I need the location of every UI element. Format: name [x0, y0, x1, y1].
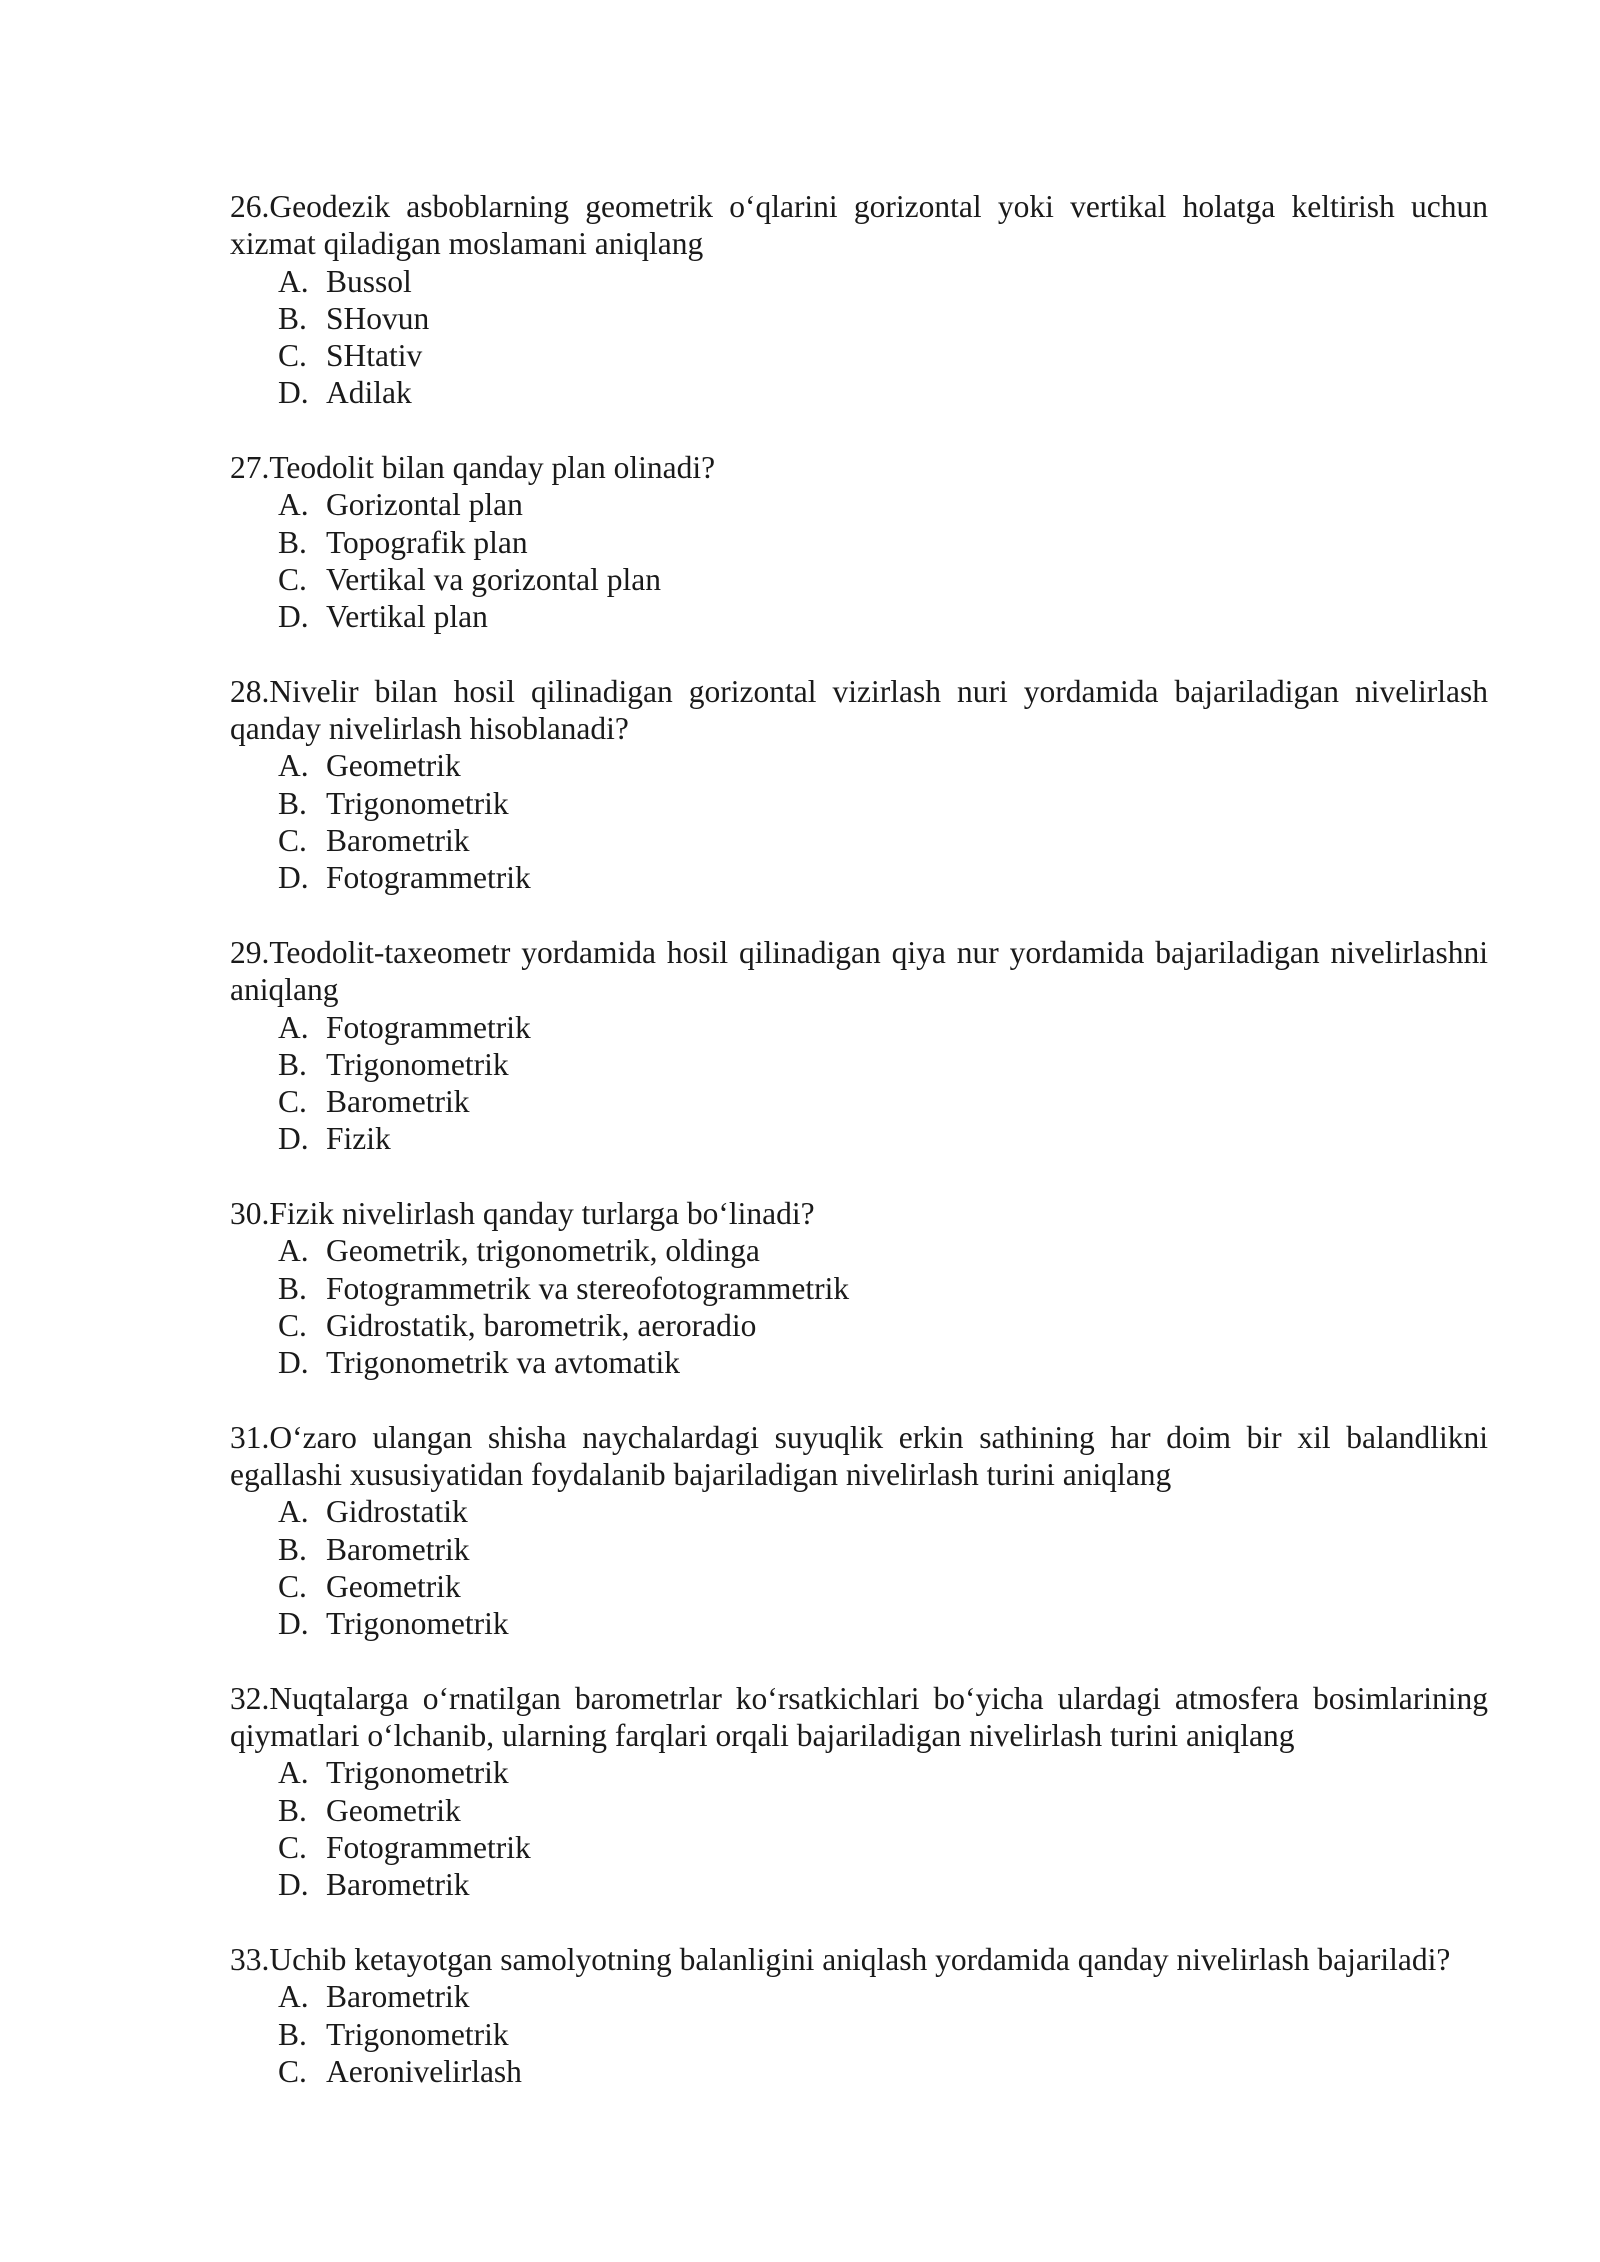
- question-text: [230, 188, 1488, 263]
- answer-options: [230, 1009, 1488, 1158]
- option-text: Barometrik: [326, 1531, 470, 1567]
- option-letter: C.: [278, 1568, 307, 1604]
- option-letter: B.: [278, 1270, 307, 1306]
- answer-option: [278, 747, 1488, 784]
- question-body: Teodolit-taxeometr yordamida hosil qilinadigan qiya nur yordamida bajariladigan nivelirlashni aniqlang: [230, 934, 1488, 1008]
- option-text: Geometrik: [326, 1792, 461, 1828]
- question-body: O‘zaro ulangan shisha naychalardagi suyuqlik erkin sathining har doim bir xil balandlikni egallashi xususiyatidan foydalanib bajariladigan nivelirlash turini aniqlang: [230, 1419, 1488, 1493]
- question-text: [230, 934, 1488, 1009]
- question-number: 28.: [230, 673, 270, 709]
- option-letter: A.: [278, 1755, 309, 1791]
- option-text: Topografik plan: [326, 524, 528, 560]
- answer-options: [230, 1754, 1488, 1903]
- answer-option: [278, 2016, 1488, 2053]
- option-letter: A.: [278, 1009, 309, 1045]
- answer-option: [278, 374, 1488, 411]
- option-letter: A.: [278, 1233, 309, 1269]
- option-letter: B.: [278, 1792, 307, 1828]
- question-number: 32.: [230, 1680, 270, 1716]
- option-letter: B.: [278, 1046, 307, 1082]
- question-number: 27.: [230, 450, 270, 486]
- answer-option: [278, 1307, 1488, 1344]
- option-text: Trigonometrik: [326, 2016, 509, 2052]
- question-number: 26.: [230, 189, 270, 224]
- option-text: Trigonometrik: [326, 785, 509, 821]
- answer-options: [230, 486, 1488, 635]
- question-30: [230, 1195, 1488, 1381]
- answer-option: [278, 2053, 1488, 2090]
- answer-option: [278, 1866, 1488, 1903]
- option-letter: A.: [278, 748, 309, 784]
- question-number: 30.: [230, 1196, 270, 1232]
- question-body: Teodolit bilan qanday plan olinadi?: [269, 450, 716, 486]
- option-letter: C.: [278, 823, 307, 859]
- answer-option: [278, 1493, 1488, 1530]
- question-text: [230, 1419, 1488, 1494]
- option-letter: C.: [278, 1084, 307, 1120]
- option-letter: D.: [278, 1606, 309, 1642]
- answer-option: [278, 1083, 1488, 1120]
- option-letter: A.: [278, 263, 309, 299]
- option-letter: C.: [278, 561, 307, 597]
- option-text: Gidrostatik, barometrik, aeroradio: [326, 1307, 757, 1343]
- option-letter: D.: [278, 1121, 309, 1157]
- answer-option: [278, 1232, 1488, 1269]
- answer-option: [278, 263, 1488, 300]
- option-text: Adilak: [326, 375, 412, 411]
- option-letter: B.: [278, 524, 307, 560]
- option-letter: A.: [278, 1494, 309, 1530]
- option-text: Trigonometrik: [326, 1755, 509, 1791]
- option-text: Fizik: [326, 1121, 391, 1157]
- option-letter: C.: [278, 1307, 307, 1343]
- answer-option: [278, 486, 1488, 523]
- question-33: [230, 1941, 1488, 2090]
- question-body: Fizik nivelirlash qanday turlarga bo‘linadi?: [269, 1196, 815, 1232]
- option-text: Geometrik: [326, 1568, 461, 1604]
- answer-option: [278, 1344, 1488, 1381]
- option-text: Barometrik: [326, 1867, 470, 1903]
- answer-options: [230, 263, 1488, 412]
- answer-option: [278, 822, 1488, 859]
- answer-option: [278, 1754, 1488, 1791]
- answer-options: [230, 1493, 1488, 1642]
- option-text: Geometrik: [326, 748, 461, 784]
- answer-option: [278, 337, 1488, 374]
- answer-option: [278, 1531, 1488, 1568]
- option-text: Barometrik: [326, 823, 470, 859]
- option-text: Vertikal plan: [326, 599, 488, 635]
- answer-option: [278, 1046, 1488, 1083]
- option-text: SHovun: [326, 300, 430, 336]
- option-letter: A.: [278, 1979, 309, 2015]
- answer-option: [278, 1120, 1488, 1157]
- answer-options: [230, 1232, 1488, 1381]
- question-number: 33.: [230, 1941, 270, 1977]
- answer-option: [278, 561, 1488, 598]
- question-number: 31.: [230, 1419, 270, 1455]
- answer-option: [278, 1568, 1488, 1605]
- question-body: Geodezik asboblarning geometrik o‘qlarini gorizontal yoki vertikal holatga keltirish uchun xizmat qiladigan moslamani aniqlang: [230, 189, 1488, 262]
- answer-option: [278, 785, 1488, 822]
- document-page: [230, 188, 1488, 2127]
- question-26: [230, 188, 1488, 412]
- option-text: Geometrik, trigonometrik, oldinga: [326, 1233, 760, 1269]
- question-28: [230, 673, 1488, 897]
- question-29: [230, 934, 1488, 1158]
- option-letter: C.: [278, 2053, 307, 2089]
- option-letter: B.: [278, 2016, 307, 2052]
- option-text: Fotogrammetrik va stereofotogrammetrik: [326, 1270, 850, 1306]
- option-letter: B.: [278, 785, 307, 821]
- option-text: Bussol: [326, 263, 412, 299]
- option-letter: B.: [278, 1531, 307, 1567]
- answer-options: [230, 1978, 1488, 2090]
- option-text: Gorizontal plan: [326, 487, 523, 523]
- answer-option: [278, 1829, 1488, 1866]
- answer-option: [278, 300, 1488, 337]
- answer-option: [278, 524, 1488, 561]
- option-text: Trigonometrik va avtomatik: [326, 1345, 681, 1381]
- option-letter: D.: [278, 1867, 309, 1903]
- option-text: Fotogrammetrik: [326, 860, 531, 896]
- option-text: Barometrik: [326, 1979, 470, 2015]
- question-body: Nivelir bilan hosil qilinadigan gorizontal vizirlash nuri yordamida bajariladigan nivelirlash qanday nivelirlash hisoblanadi?: [230, 673, 1488, 747]
- answer-option: [278, 1605, 1488, 1642]
- option-text: Barometrik: [326, 1084, 470, 1120]
- option-text: Fotogrammetrik: [326, 1009, 531, 1045]
- answer-option: [278, 598, 1488, 635]
- option-letter: D.: [278, 860, 309, 896]
- answer-option: [278, 1009, 1488, 1046]
- option-text: SHtativ: [326, 338, 423, 374]
- question-27: [230, 449, 1488, 635]
- option-letter: C.: [278, 338, 307, 374]
- answer-option: [278, 1792, 1488, 1829]
- option-text: Trigonometrik: [326, 1606, 509, 1642]
- answer-option: [278, 859, 1488, 896]
- option-text: Gidrostatik: [326, 1494, 468, 1530]
- option-text: Vertikal va gorizontal plan: [326, 561, 662, 597]
- question-text: [230, 449, 1488, 486]
- option-letter: B.: [278, 300, 307, 336]
- question-text: [230, 1195, 1488, 1232]
- option-letter: C.: [278, 1830, 307, 1866]
- answer-option: [278, 1978, 1488, 2015]
- option-letter: D.: [278, 599, 309, 635]
- question-number: 29.: [230, 934, 270, 970]
- question-text: [230, 1680, 1488, 1755]
- answer-option: [278, 1270, 1488, 1307]
- answer-options: [230, 747, 1488, 896]
- option-letter: D.: [278, 1345, 309, 1381]
- question-31: [230, 1419, 1488, 1643]
- option-text: Fotogrammetrik: [326, 1830, 531, 1866]
- option-letter: D.: [278, 375, 309, 411]
- option-text: Trigonometrik: [326, 1046, 509, 1082]
- option-letter: A.: [278, 487, 309, 523]
- question-body: Uchib ketayotgan samolyotning balanligini aniqlash yordamida qanday nivelirlash bajariladi?: [269, 1941, 1451, 1977]
- question-32: [230, 1680, 1488, 1904]
- option-text: Aeronivelirlash: [326, 2053, 522, 2089]
- question-body: Nuqtalarga o‘rnatilgan barometrlar ko‘rsatkichlari bo‘yicha ulardagi atmosfera bosimlarining qiymatlari o‘lchanib, ularning farqlari orqali bajariladigan nivelirlash turini aniqlang: [230, 1680, 1488, 1754]
- question-text: [230, 673, 1488, 748]
- question-text: [230, 1941, 1488, 1978]
